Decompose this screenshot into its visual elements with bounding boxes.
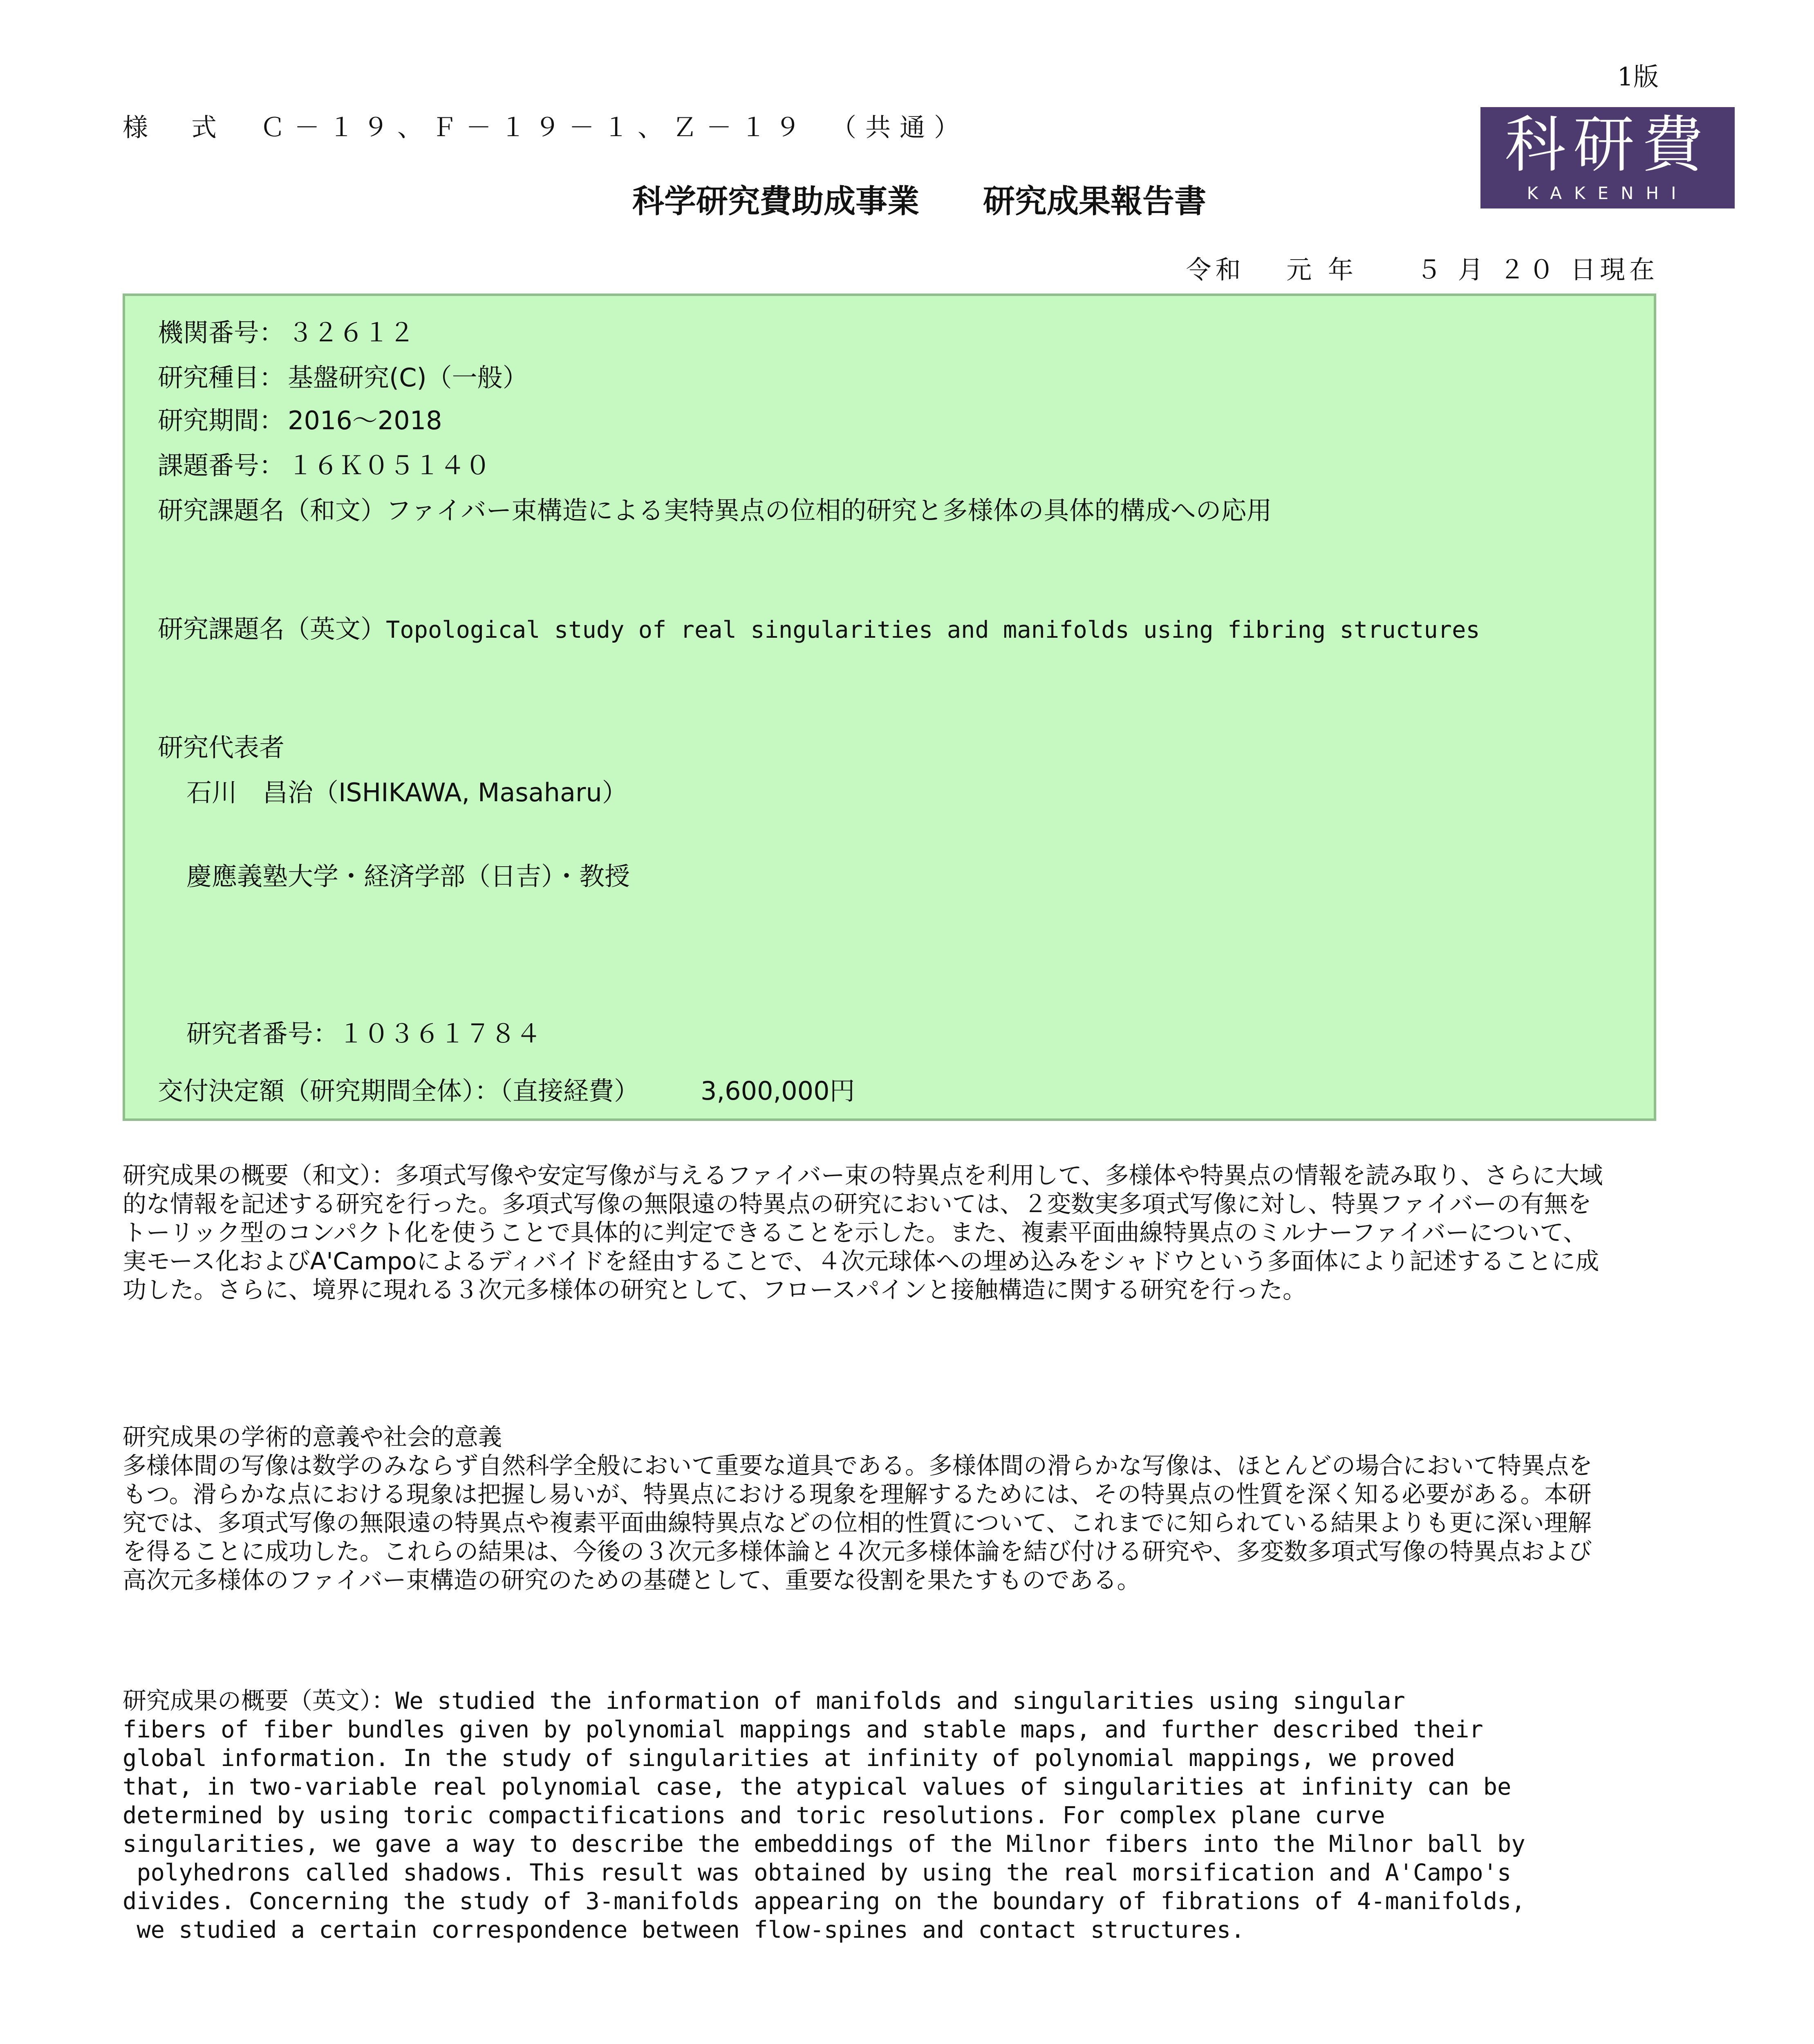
representative-name: 石川 昌治（ISHIKAWA, Masaharu） (186, 778, 627, 807)
period-row (158, 400, 442, 437)
researcher-number-row (186, 1013, 541, 1050)
form-label: 様 式 Ｃ－１９、Ｆ－１９－１、Ｚ－１９ （共通） (123, 112, 969, 142)
summary-en (123, 1686, 1610, 1944)
summary-ja-label: 研究成果の概要（和文）： (123, 1161, 396, 1189)
category-label: 研究種目： (158, 363, 285, 392)
title-ja-row (158, 490, 1272, 527)
summary-en-line: divides. Concerning the study of 3-manifolds appearing on the boundary of fibrations of 4-manifolds, (123, 1888, 1525, 1915)
significance (123, 1423, 1610, 1594)
title-en-row (158, 609, 1480, 645)
grant-label: 交付決定額（研究期間全体）：（直接経費） (158, 1076, 640, 1106)
affiliation: 慶應義塾大学・経済学部（日吉）・教授 (186, 861, 630, 891)
title-ja-label: 研究課題名（和文） (158, 495, 386, 525)
significance-label: 研究成果の学術的意義や社会的意義 (123, 1423, 502, 1451)
summary-en-line: that, in two-variable real polynomial case, the atypical values of singularities at infinity can be (123, 1773, 1512, 1800)
institution-number: ３２６１２ (288, 318, 415, 347)
researcher-number: １０３６１７８４ (338, 1019, 542, 1049)
title-en-label: 研究課題名（英文） (158, 614, 386, 644)
logo-latin: KAKENHI (1527, 183, 1689, 203)
page-title: 科学研究費助成事業 研究成果報告書 (632, 183, 1206, 220)
project-number-label: 課題番号： (158, 450, 285, 480)
logo-kanji: 科研費 (1504, 110, 1711, 181)
title-ja: ファイバー束構造による実特異点の位相的研究と多様体の具体的構成への応用 (386, 495, 1272, 525)
institution-number-row (158, 312, 414, 349)
summary-en-line: fibers of fiber bundles given by polynomial mappings and stable maps, and further described their (123, 1716, 1483, 1743)
summary-en-line: global information. In the study of singularities at infinity of polynomial mappings, we proved (123, 1745, 1456, 1772)
summary-en-line: polyhedrons called shadows. This result was obtained by using the real morsification and A'Campo's (123, 1859, 1512, 1886)
summary-en-line: singularities, we gave a way to describe the embeddings of the Milnor fibers into the Milnor ball by (123, 1831, 1525, 1858)
summary-en-line: determined by using toric compactifications and toric resolutions. For complex plane curve (123, 1802, 1385, 1829)
significance-text: 多様体間の写像は数学のみならず自然科学全般において重要な道具である。多様体間の滑らかな写像は、ほとんどの場合において特異点をもつ。滑らかな点における現象は把握し易いが、特異点における現象を理解するためには、その特異点の性質を深く知る必要がある。本研究では、多項式写像の無限遠の特異点や複素平面曲線特異点などの位相的性質について、これまでに知られている結果よりも更に深い理解を得ることに成功した。これらの結果は、今後の３次元多様体論と４次元多様体論を結び付ける研究や、多変数多項式写像の特異点および高次元多様体のファイバー束構造の研究のための基礎として、重要な役割を果たすものである。 (123, 1452, 1593, 1594)
summary-ja-text: 多項式写像や安定写像が与えるファイバー束の特異点を利用して、多様体や特異点の情報を読み取り、さらに大域的な情報を記述する研究を行った。多項式写像の無限遠の特異点の研究においては、２変数実多項式写像に対し、特異ファイバーの有無をトーリック型のコンパクト化を使うことで具体的に判定できることを示した。また、複素平面曲線特異点のミルナーファイバーについて、実モース化およびA'Campoによるディバイドを経由することで、４次元球体への埋め込みをシャドウという多面体により記述することに成功した。さらに、境界に現れる３次元多様体の研究として、フロースパインと接触構造に関する研究を行った。 (123, 1161, 1603, 1304)
institution-number-label: 機関番号： (158, 318, 285, 347)
summary-en-label: 研究成果の概要（英文）： (123, 1687, 396, 1715)
summary-ja (123, 1161, 1610, 1304)
title-en: Topological study of real singularities and manifolds using fibring structures (386, 616, 1480, 643)
period: 2016～2018 (288, 406, 442, 435)
category-row (158, 357, 528, 394)
researcher-number-label: 研究者番号： (186, 1019, 339, 1049)
report-date: 令和 元 年 ５ 月 ２０ 日現在 (1186, 255, 1659, 285)
grant-amount: 3,600,000円 (701, 1076, 855, 1106)
info-box (123, 294, 1656, 1121)
summary-en-line: we studied a certain correspondence between flow-spines and contact structures. (123, 1916, 1245, 1943)
period-label: 研究期間： (158, 406, 285, 435)
summary-en-line: We studied the information of manifolds and singularities using singular (395, 1688, 1405, 1715)
grant-row (158, 1071, 855, 1107)
representative-label: 研究代表者 (158, 733, 285, 762)
project-number: １６Ｋ０５１４０ (288, 450, 491, 480)
version-label: 1版 (1617, 62, 1659, 92)
project-number-row (158, 445, 490, 482)
category: 基盤研究(C)（一般） (288, 363, 528, 392)
